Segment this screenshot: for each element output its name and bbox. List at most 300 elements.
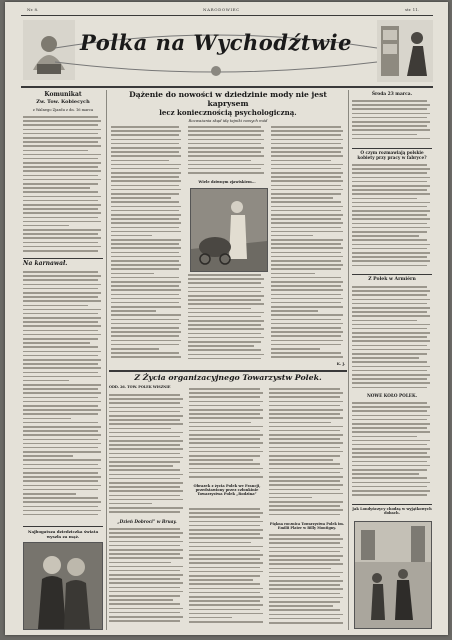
text-line [23,284,101,286]
text-line [269,426,343,428]
text-line [189,401,263,403]
text-line [352,307,430,309]
text-line [271,218,341,220]
text-line [23,388,98,390]
text-line [189,575,260,577]
text-line [269,568,331,570]
text-line [269,493,343,495]
text-line [352,328,427,330]
left-rule-2 [23,526,103,527]
text-line [23,233,98,235]
column-divider-right [348,90,349,630]
article-text-col-2-bottom [188,274,266,364]
text-line [269,438,340,440]
text-line [352,202,430,204]
left-rule-1 [23,258,103,259]
text-line [352,227,430,229]
text-line [352,214,427,216]
text-line [352,494,427,496]
text-line [111,185,179,187]
text-line [189,459,253,461]
text-line [271,210,341,212]
text-line [188,349,261,351]
text-line [111,168,179,170]
text-line [111,340,181,342]
article-title: Dążenie do nowości w dziedzinie mody nie jest kaprysem [129,90,327,108]
text-line [109,482,183,484]
text-line [109,503,152,505]
newspaper-name: NARODOWIEC [203,7,240,12]
text-line [111,277,179,279]
list-title: Z Polek w Armiérn [368,277,416,282]
text-line [271,302,341,304]
text-line [271,130,343,132]
text-line [23,271,98,273]
text-line [269,476,343,478]
text-line [271,214,343,216]
text-line [269,447,340,449]
text-line [111,256,181,258]
text-line [23,464,98,466]
text-line [269,614,343,616]
text-line [352,172,427,174]
text-line [23,124,98,126]
text-line [352,248,427,250]
text-line [111,180,181,182]
text-line [189,426,263,428]
text-line [23,334,101,336]
mother-child-photo [190,188,268,272]
text-line [23,472,98,474]
text-line [109,495,180,497]
text-line [352,100,427,102]
text-line [271,327,341,329]
text-line [269,409,343,411]
text-line [352,357,419,359]
text-line [269,401,343,403]
text-line [271,319,341,321]
text-line [352,332,430,334]
text-line [352,193,430,195]
text-line [188,312,264,314]
text-line [23,162,101,164]
text-line [23,141,98,143]
text-line [109,398,183,400]
text-line [109,407,183,409]
text-line [352,181,427,183]
text-line [271,335,341,337]
text-line [189,617,232,619]
text-line [109,444,180,446]
text-line [111,210,179,212]
text-line [271,256,343,258]
text-line [352,189,427,191]
article-text-col-2-top [188,126,266,178]
text-line [109,591,183,593]
text-line [109,587,180,589]
text-line [109,457,183,459]
text-line [271,160,331,162]
notice-title: Środa 23 marca. [371,92,413,97]
text-line [269,451,343,453]
text-line [271,201,341,203]
text-line [109,582,183,584]
text-line [111,323,181,325]
text-line [269,618,340,620]
text-line [23,443,101,445]
text-line [352,461,427,463]
text-line [189,468,263,470]
text-line [23,405,98,407]
text-line [352,477,427,479]
text-line [352,239,427,241]
text-line [23,309,101,311]
text-line [269,605,333,607]
text-line [271,231,343,233]
text-line [188,155,264,157]
text-line [109,511,180,513]
text-line [352,370,427,372]
text-line [111,310,156,312]
article-subtitle: lecz koniecznością psychologiczną. [159,108,297,117]
text-line [352,473,419,475]
text-line [23,476,101,478]
text-line [109,608,183,610]
text-line [271,281,343,283]
text-line [269,542,340,544]
text-line [189,463,260,465]
text-line [271,294,341,296]
text-line [189,546,263,548]
text-line [23,296,98,298]
text-line [188,134,261,136]
text-line [109,490,183,492]
text-line [111,143,179,145]
text-line [23,179,101,181]
text-line [189,392,263,394]
text-line [189,571,263,573]
text-line [189,550,260,552]
text-line [352,125,427,127]
text-line [109,616,183,618]
text-line [109,553,180,555]
text-line [188,341,261,343]
text-line [271,298,343,300]
text-line [269,442,343,444]
text-line [23,191,98,193]
text-line [111,227,179,229]
text-line [352,366,430,368]
text-line [269,505,340,507]
text-line [352,244,430,246]
right-rule-3 [352,504,432,505]
text-line [109,507,183,509]
text-line [23,459,101,461]
text-line [352,387,427,389]
text-line [111,319,179,321]
text-line [23,397,98,399]
text-line [23,489,98,491]
text-line [23,359,101,361]
text-line [352,448,430,450]
text-line [111,218,179,220]
text-line [23,409,101,411]
text-line [188,320,264,322]
question-title: O czym rozmawiają polskie kobiety przy pracy w fabryce? [357,150,427,160]
text-line [109,603,180,605]
text-line [109,595,180,597]
text-line [109,453,180,455]
text-line [271,206,343,208]
text-line [109,394,180,396]
text-line [188,143,261,145]
text-line [271,168,341,170]
text-line [352,290,430,292]
text-line [188,337,264,339]
text-line [352,206,427,208]
text-line [23,426,101,428]
text-line [111,289,181,291]
text-line [23,196,101,198]
society-col-2-a [189,388,265,482]
text-line [352,210,430,212]
text-line [111,314,181,316]
text-line [271,348,320,350]
text-line [111,134,179,136]
text-line [352,465,430,467]
text-line [188,160,251,162]
text-line [271,222,343,224]
text-line [109,478,180,480]
text-line [189,579,253,581]
text-line [352,486,427,488]
london-street-photo [354,521,432,629]
text-line [352,198,417,200]
text-line [269,484,343,486]
list-body-b [352,402,432,502]
text-line [269,572,343,574]
text-line [269,609,340,611]
text-line [352,223,427,225]
text-line [111,356,181,358]
text-line [188,333,261,335]
text-line [352,374,430,376]
text-line [111,335,179,337]
text-line [189,472,260,474]
text-line [269,538,343,540]
text-line [111,151,179,153]
text-line [111,348,159,350]
text-line [109,486,180,488]
text-line [109,620,180,622]
text-line [23,288,98,290]
text-line [352,252,430,254]
text-line [352,419,427,421]
right-photo-caption: Jak Londyńczycy chodzą w wyjątkowych dobach. [352,507,432,516]
text-line [269,501,343,503]
text-line [352,436,417,438]
text-line [23,363,98,365]
text-line [23,497,98,499]
text-line [111,302,179,304]
text-line [271,247,343,249]
text-line [188,324,261,326]
text-line [189,567,260,569]
text-line [23,355,98,357]
carnival-body [23,271,103,521]
list-body-a [352,286,432,392]
carnival-title: Na karnawał. [23,260,68,267]
text-line [352,311,427,313]
text-line [23,217,98,219]
text-line [23,447,98,449]
text-line [109,557,183,559]
text-line [23,401,101,403]
society-story-title: „Dzień Dobroci” w Bruay. [117,519,177,524]
text-line [23,246,101,248]
text-line [269,388,340,390]
text-line [352,324,430,326]
text-line [352,444,427,446]
text-line [109,419,180,421]
text-line [189,609,260,611]
text-line [352,361,427,363]
text-line [23,376,101,378]
text-line [352,286,427,288]
text-line [109,423,183,425]
text-line [352,490,430,492]
masthead-banner [49,18,383,78]
text-line [352,378,427,380]
page-number: str. 11. [405,7,420,12]
text-line [271,164,343,166]
text-line [269,563,343,565]
text-line [352,336,427,338]
article-byline: Rozważania skąd idą tajniki nowych mód [188,118,268,123]
text-line [23,175,98,177]
left-photo-caption: Najbogatsza dziedziczka świata wyszła za mąż. [27,529,99,539]
text-line [189,542,251,544]
text-line [189,438,260,440]
text-line [111,331,181,333]
society-col-2-b [189,508,265,628]
article-text-col-3 [271,126,345,364]
text-line [352,431,430,433]
text-line [23,237,101,239]
text-line [111,285,179,287]
text-line [23,380,69,382]
text-line [269,580,343,582]
text-line [23,468,101,470]
text-line [269,396,340,398]
text-line [269,392,343,394]
text-line [111,344,179,346]
text-line [188,354,264,356]
text-line [188,291,261,293]
text-line [111,197,171,199]
text-line [189,583,260,585]
text-line [111,252,179,254]
text-line [189,396,260,398]
text-line [109,612,180,614]
text-line [352,315,430,317]
text-line [352,117,427,119]
text-line [109,440,183,442]
text-line [188,147,264,149]
text-line [271,235,313,237]
text-line [271,172,343,174]
text-line [189,447,260,449]
text-line [189,537,263,539]
text-line [269,547,343,549]
text-line [23,338,98,340]
text-line [188,295,264,297]
text-line [189,562,263,564]
text-line [271,340,343,342]
text-line [111,235,152,237]
text-line [111,189,181,191]
text-line [111,214,181,216]
society-col-1-a [109,394,185,518]
text-line [109,528,180,530]
text-line [269,622,343,624]
text-line [271,139,343,141]
text-line [111,147,181,149]
text-line [23,229,101,231]
text-line [23,506,98,508]
text-line [109,461,180,463]
text-line [109,402,180,404]
text-line [271,268,341,270]
text-line [352,108,427,110]
text-line [269,472,340,474]
text-line [23,116,98,118]
text-line [189,588,263,590]
text-line [269,455,340,457]
text-line [109,474,183,476]
text-line [271,155,343,157]
text-line [23,342,90,344]
society-col-3-b [269,534,345,628]
text-line [189,613,263,615]
text-line [352,265,427,267]
society-mid-note: Obrazek z życia Polek we Francji, przedstawiony przez członkinie Towarzystwa Polek „Rodzina” [193,484,261,497]
text-line [269,597,343,599]
text-line [111,239,181,241]
text-line [271,180,343,182]
text-line [189,521,263,523]
text-line [23,422,98,424]
text-line [269,463,340,465]
text-line [352,218,430,220]
text-line [111,172,181,174]
text-line [269,509,343,511]
text-line [23,292,101,294]
issue-number: Nr. 8. [27,7,39,12]
text-line [352,440,430,442]
masthead-rule [21,86,433,88]
text-line [23,485,101,487]
list-subtitle: NOWE KOŁO POLEK. [366,393,418,398]
text-line [271,344,341,346]
society-sub-left: ODD. 26. TOW. POLEK WISZNIE [109,385,171,389]
text-line [352,177,430,179]
communique-title: Komunikat [44,91,82,98]
article-photo-caption: Wiele dziwnym zjawiskiem... [198,180,256,184]
text-line [188,139,264,141]
article-bottom-rule [109,370,347,372]
text-line [111,126,179,128]
